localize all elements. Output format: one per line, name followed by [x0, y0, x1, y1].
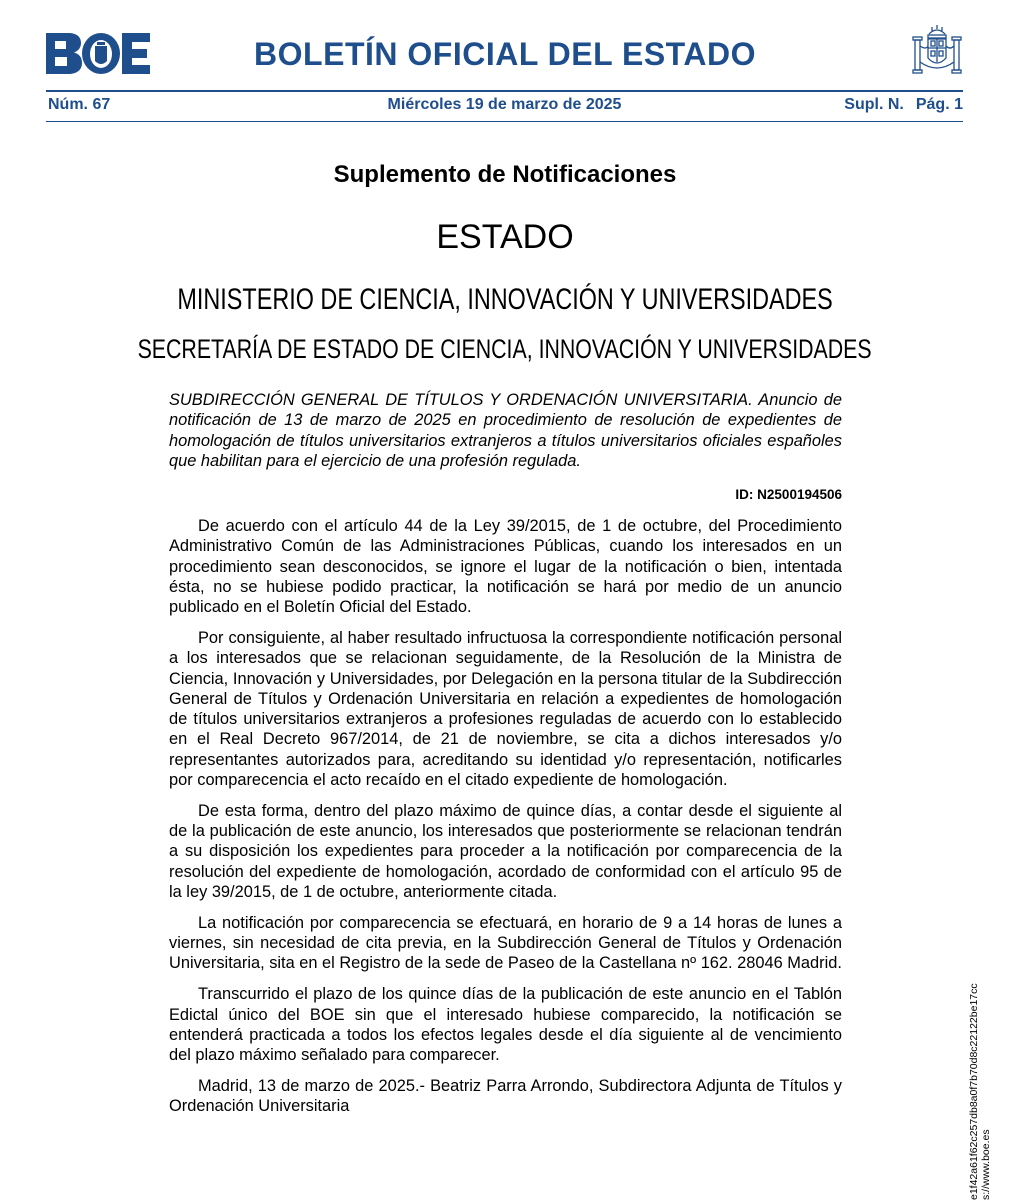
secretariat-heading-text: SECRETARÍA DE ESTADO DE CIENCIA, INNOVACIÓN Y UNIVERSIDADES — [137, 334, 873, 364]
header-info-row — [46, 96, 963, 118]
issue-number: Núm. 67 — [48, 96, 111, 113]
coat-of-arms-icon — [910, 24, 964, 82]
boe-logo-icon — [46, 33, 150, 74]
body-paragraph: Por consiguiente, al haber resultado infructuosa la correspondiente notificación personal a los interesados que se relacionan seguidamente, de la Resolución de la Ministra de Ciencia, Innovación y Universidades, por Delegación en la persona titular de la Subdirección General de Títulos y Ordenación Universitaria en relación a expedientes de homologación de títulos universitarios extranjeros a profesiones reguladas de acuerdo con lo establecido en el Real Decreto 967/2014, de 21 de noviembre, se cita a dichos interesados y/o representantes autorizados para, acreditando su identidad y/o representación, notificarles por comparecencia el acto recaído en el citado expediente de homologación. — [169, 628, 842, 790]
gazette-title: BOLETÍN OFICIAL DEL ESTADO — [254, 36, 756, 72]
verification-sidebar — [968, 983, 992, 1200]
secretariat-heading — [0, 334, 1010, 365]
body-paragraph: Transcurrido el plazo de los quince días de la publicación de este anuncio en el Tablón Edictal único del BOE sin que el interesado hubiese comparecido, la notificación se entenderá practicada a todos los efectos legales desde el día siguiente al de vencimiento del plazo máximo señalado para comparecer. — [169, 985, 842, 1065]
supplement-label: Supl. N. — [844, 96, 904, 113]
signature-paragraph: Madrid, 13 de marzo de 2025.- Beatriz Parra Arrondo, Subdirectora Adjunta de Títulos y Ordenación Universitaria — [169, 1076, 842, 1116]
issue-date: Miércoles 19 de marzo de 2025 — [387, 96, 622, 113]
ministry-heading-text: MINISTERIO DE CIENCIA, INNOVACIÓN Y UNIVERSIDADES — [177, 283, 833, 316]
announcement-body — [169, 516, 842, 1127]
verification-url: s://www.boe.es — [980, 1129, 992, 1200]
verification-hash: e1f42a61f62c257db8a0f7b70d8c22122be17cc — [968, 983, 980, 1200]
page-reference — [844, 96, 963, 114]
body-paragraph: La notificación por comparecencia se efectuará, en horario de 9 a 14 horas de lunes a viernes, sin necesidad de cita previa, en la Subdirección General de Títulos y Ordenación Universitaria, sita en el Registro de la sede de Paseo de la Castellana nº 162. 28046 Madrid. — [169, 913, 842, 973]
body-paragraph: De esta forma, dentro del plazo máximo de quince días, a contar desde el siguiente al de la publicación de este anuncio, los interesados que posteriormente se relacionan tendrán a su disposición los expedientes para proceder a la notificación por comparecencia de la resolución del expediente de homologación, acordado de conformidad con el artículo 95 de la ley 39/2015, de 1 de octubre, anteriormente citada. — [169, 801, 842, 902]
ministry-heading — [0, 283, 1010, 317]
announcement-summary: SUBDIRECCIÓN GENERAL DE TÍTULOS Y ORDENACIÓN UNIVERSITARIA. Anuncio de notificación de 13 de marzo de 2025 en procedimiento de resolución de expedientes de homologación de títulos universitarios extranjeros a títulos universitarios oficiales españoles que habilitan para el ejercicio de una profesión regulada. — [169, 391, 842, 470]
header-rule-top — [46, 90, 963, 92]
supplement-title: Suplemento de Notificaciones — [333, 161, 677, 188]
body-paragraph: De acuerdo con el artículo 44 de la Ley 39/2015, de 1 de octubre, del Procedimiento Administrativo Común de las Administraciones Públicas, cuando los interesados en un procedimiento sean desconocidos, se ignore el lugar de la notificación o bien, intentada ésta, no se hubiese podido practicar, la notificación se hará por medio de un anuncio publicado en el Boletín Oficial del Estado. — [169, 517, 842, 617]
section-estado: ESTADO — [436, 218, 574, 256]
page-number: Pág. 1 — [915, 96, 963, 113]
header-rule-bottom — [46, 121, 963, 122]
announcement-id: ID: N2500194506 — [735, 487, 842, 502]
